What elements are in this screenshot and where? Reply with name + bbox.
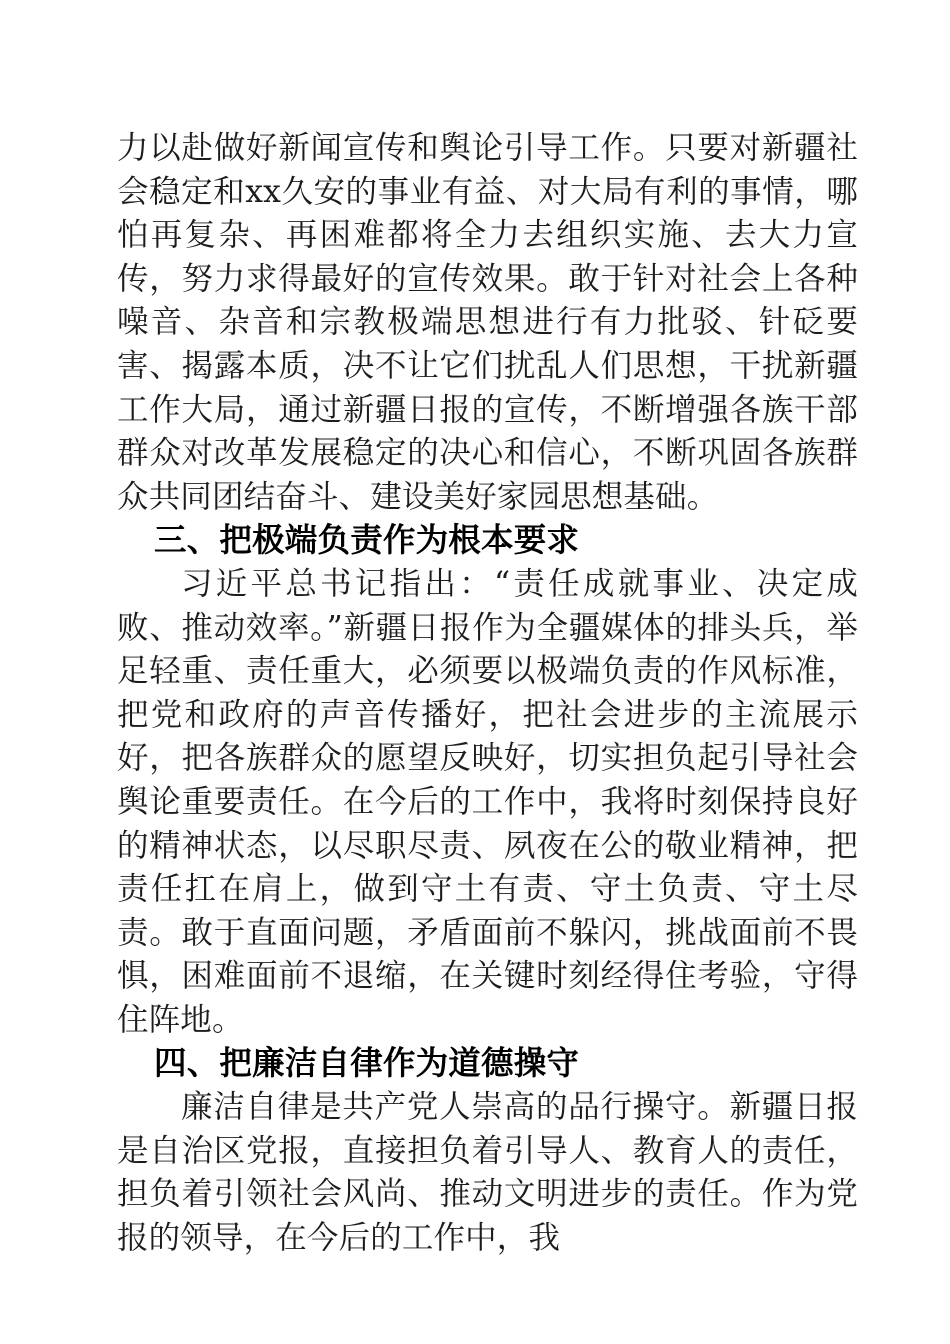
paragraph-continued-news-propaganda: 力以赴做好新闻宣传和舆论引导工作。只要对新疆社会稳定和xx久安的事业有益、对大局有利的事情，哪怕再复杂、再困难都将全力去组织实施、去大力宣传，努力求得最好的宣传效果。敢于针对社会上各种噪音、杂音和宗教极端思想进行有力批驳、针砭要害、揭露本质，决不让它们扰乱人们思想，干扰新疆工作大局，通过新疆日报的宣传，不断增强各族干部群众对改革发展稳定的决心和信心，不断巩固各族群众共同团结奋斗、建设美好家园思想基础。 [117,130,858,515]
heading-section-three: 三、把极端负责作为根本要求 [154,521,580,560]
paragraph-section-three-body: 习近平总书记指出：“责任成就事业、决定成败、推动效率。”新疆日报作为全疆媒体的排头兵，举足轻重、责任重大，必须要以极端负责的作风标准，把党和政府的声音传播好，把社会进步的主流展示好，把各族群众的愿望反映好，切实担负起引导社会舆论重要责任。在今后的工作中，我将时刻保持良好的精神状态，以尽职尽责、夙夜在公的敬业精神，把责任扛在肩上，做到守土有责、守土负责、守土尽责。敢于直面问题，矛盾面前不躲闪，挑战面前不畏惧，困难面前不退缩，在关键时刻经得住考验，守得住阵地。 [117,565,858,1038]
heading-section-four: 四、把廉洁自律作为道德操守 [154,1044,580,1083]
page-bottom-whitespace [117,1260,858,1261]
document-text-body [117,127,858,1261]
paragraph-section-four-body: 廉洁自律是共产党人崇高的品行操守。新疆日报是自治区党报，直接担负着引导人、教育人的责任，担负着引领社会风尚、推动文明进步的责任。作为党报的领导，在今后的工作中，我 [117,1089,858,1256]
